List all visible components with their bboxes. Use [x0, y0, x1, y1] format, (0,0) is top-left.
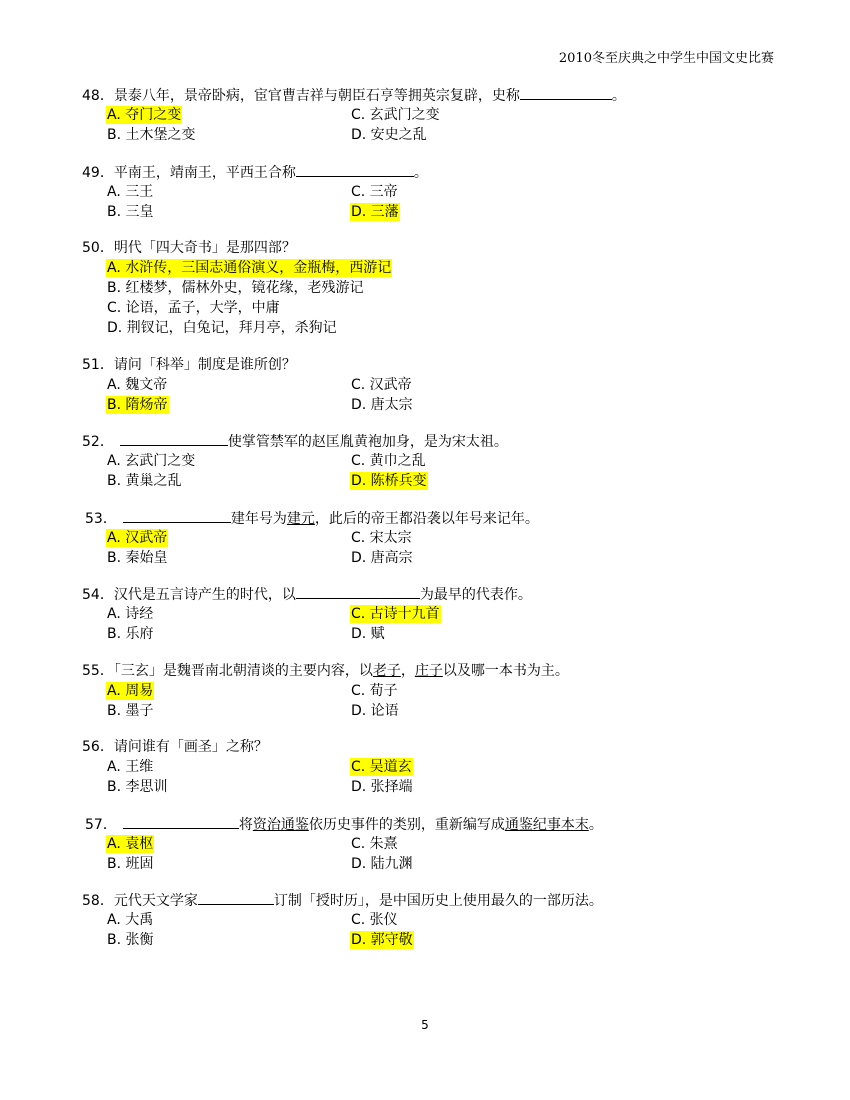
- stem-text: 景泰八年，景帝卧病，宦官曹吉祥与朝臣石亨等拥英宗复辟，史称: [113, 88, 520, 104]
- option-c[interactable]: [350, 910, 650, 930]
- option-label: A. 王维: [107, 759, 154, 775]
- stem-text: 「三玄」是魏晋南北朝清谈的主要内容，以: [113, 662, 373, 679]
- option-label: C. 玄武门之变: [351, 107, 440, 123]
- option-label: B. 黄巢之乱: [107, 473, 182, 489]
- option-d[interactable]: [350, 624, 650, 644]
- stem-text: 请问「科举」制度是谁所创？: [113, 356, 296, 373]
- option-label: C. 荀子: [351, 682, 398, 699]
- option-label: D. 郭守敬: [351, 932, 413, 948]
- option-d[interactable]: [350, 548, 650, 568]
- stem-text: 以及哪一本书为主。: [442, 662, 569, 679]
- option-label: B. 隋炀帝: [107, 396, 168, 413]
- option-label: D. 唐太宗: [351, 396, 413, 413]
- option-d[interactable]: [350, 777, 650, 797]
- question-56: [82, 737, 782, 797]
- question-49: [82, 162, 782, 222]
- question-48: [82, 85, 782, 145]
- answer-blank: [198, 890, 274, 905]
- option-c[interactable]: [106, 298, 782, 318]
- option-label: D. 荆钗记，白兔记，拜月亭，杀狗记: [107, 320, 337, 336]
- option-c[interactable]: [350, 105, 650, 125]
- options: [82, 910, 782, 950]
- question-number: 50．: [82, 240, 114, 256]
- stem-text: 。: [588, 816, 603, 833]
- option-d[interactable]: [350, 701, 650, 721]
- option-c[interactable]: [350, 681, 650, 701]
- options: [82, 604, 782, 644]
- question-number: 56．: [82, 739, 114, 755]
- underlined-term: 建元: [286, 510, 315, 527]
- option-b[interactable]: [106, 624, 350, 644]
- answer-blank: [296, 584, 420, 599]
- option-d[interactable]: [350, 854, 650, 874]
- option-label: D. 安史之乱: [351, 127, 427, 143]
- question-stem: [82, 162, 782, 182]
- option-a[interactable]: [106, 910, 350, 930]
- option-label: A. 玄武门之变: [107, 453, 196, 469]
- stem-text: 依历史事件的类别，重新编写成: [308, 816, 505, 833]
- option-a[interactable]: [106, 451, 350, 471]
- question-number: 55．: [82, 662, 114, 679]
- option-label: C. 汉武帝: [351, 376, 412, 393]
- stem-text: 明代「四大奇书」是那四部？: [113, 240, 296, 256]
- question-stem: [82, 661, 782, 681]
- option-b[interactable]: [106, 471, 350, 491]
- stem-text: ，: [400, 662, 415, 679]
- question-stem: [82, 85, 782, 105]
- question-stem: [82, 737, 782, 757]
- question-52: [82, 431, 782, 491]
- question-stem: [82, 238, 782, 258]
- option-label: A. 水浒传，三国志通俗演义，金瓶梅，西游记: [107, 260, 392, 276]
- option-a[interactable]: [106, 375, 350, 395]
- option-c[interactable]: [350, 834, 650, 854]
- question-number: 54．: [82, 587, 114, 603]
- option-b[interactable]: [106, 548, 350, 568]
- options: [82, 528, 782, 568]
- option-c[interactable]: [350, 757, 650, 777]
- option-a[interactable]: [106, 528, 350, 548]
- question-stem: [82, 584, 782, 604]
- underlined-term: 庄子: [414, 662, 443, 679]
- option-c[interactable]: [350, 604, 650, 624]
- question-number: 48．: [82, 88, 114, 104]
- question-number: 52．: [82, 434, 114, 450]
- option-label: B. 墨子: [107, 702, 154, 719]
- option-b[interactable]: [106, 395, 350, 415]
- document-header: 2010冬至庆典之中学生中国文史比赛: [558, 51, 774, 66]
- option-d[interactable]: [350, 395, 650, 415]
- option-d[interactable]: [350, 930, 650, 950]
- options: [82, 757, 782, 797]
- option-label: D. 赋: [351, 626, 385, 642]
- underlined-term: 资治通鉴: [252, 816, 309, 833]
- option-label: B. 乐府: [107, 626, 154, 642]
- option-label: C. 吴道玄: [351, 759, 412, 775]
- stem-text: 平南王，靖南王，平西王合称: [113, 164, 296, 181]
- option-label: B. 班固: [107, 855, 154, 872]
- question-number: 58．: [82, 893, 114, 909]
- stem-text: 建年号为: [230, 510, 287, 527]
- option-label: A. 汉武帝: [107, 529, 168, 546]
- option-label: A. 袁枢: [107, 835, 154, 852]
- question-57: [82, 814, 782, 874]
- option-b[interactable]: [106, 202, 350, 222]
- option-label: D. 唐高宗: [351, 549, 413, 566]
- option-a[interactable]: [106, 834, 350, 854]
- page-number: 5: [421, 1018, 429, 1032]
- option-label: D. 张择端: [351, 779, 413, 795]
- question-54: [82, 584, 782, 644]
- stem-text: 请问谁有「画圣」之称？: [113, 739, 268, 755]
- options: [82, 105, 782, 145]
- options: [82, 681, 782, 721]
- option-c[interactable]: [350, 528, 650, 548]
- option-d[interactable]: [350, 125, 650, 145]
- option-c[interactable]: [350, 375, 650, 395]
- question-51: [82, 355, 782, 415]
- question-number: 51．: [82, 356, 114, 373]
- answer-blank: [296, 162, 414, 177]
- question-number: 57．: [85, 816, 117, 833]
- answer-blank: [123, 508, 231, 523]
- option-label: C. 古诗十九首: [351, 606, 440, 622]
- question-50: [82, 238, 782, 338]
- option-a[interactable]: [106, 757, 350, 777]
- option-a[interactable]: [106, 258, 782, 278]
- stem-text: 为最早的代表作。: [419, 587, 532, 603]
- options: [82, 258, 782, 338]
- option-a[interactable]: [106, 681, 350, 701]
- answer-blank: [520, 85, 612, 100]
- option-label: D. 陈桥兵变: [351, 473, 427, 489]
- option-label: B. 张衡: [107, 932, 154, 948]
- option-label: B. 李思训: [107, 779, 168, 795]
- option-b[interactable]: [106, 854, 350, 874]
- option-d[interactable]: [106, 318, 782, 338]
- question-stem: [82, 508, 782, 528]
- option-label: B. 三皇: [107, 203, 154, 220]
- stem-text: 。: [611, 88, 626, 104]
- options: [82, 834, 782, 874]
- option-label: D. 论语: [351, 702, 399, 719]
- options: [82, 375, 782, 415]
- option-d[interactable]: [350, 202, 650, 222]
- option-label: D. 三藩: [351, 203, 399, 220]
- stem-text: ，此后的帝王都沿袭以年号来记年。: [314, 510, 539, 527]
- stem-text: 元代天文学家: [113, 893, 198, 909]
- option-label: A. 周易: [107, 682, 154, 699]
- option-label: C. 三帝: [351, 183, 398, 200]
- option-label: B. 土木堡之变: [107, 127, 196, 143]
- stem-text: 。: [413, 164, 428, 181]
- option-b[interactable]: [106, 125, 350, 145]
- question-stem: [82, 890, 782, 910]
- option-c[interactable]: [350, 182, 650, 202]
- question-stem: [82, 814, 782, 834]
- option-b[interactable]: [106, 701, 350, 721]
- option-label: A. 魏文帝: [107, 376, 168, 393]
- option-d[interactable]: [350, 471, 650, 491]
- options: [82, 451, 782, 491]
- option-b[interactable]: [106, 777, 350, 797]
- options: [82, 182, 782, 222]
- underlined-term: 通鉴纪事本末: [504, 816, 589, 833]
- quiz-content: [82, 85, 782, 967]
- stem-text: 汉代是五言诗产生的时代，以: [113, 587, 296, 603]
- question-58: [82, 890, 782, 950]
- option-label: C. 黄巾之乱: [351, 453, 426, 469]
- option-a[interactable]: [106, 105, 350, 125]
- option-label: A. 夺门之变: [107, 107, 182, 123]
- option-b[interactable]: [106, 278, 782, 298]
- option-a[interactable]: [106, 182, 350, 202]
- option-label: D. 陆九渊: [351, 855, 413, 872]
- option-label: C. 宋太宗: [351, 529, 412, 546]
- option-label: C. 朱熹: [351, 835, 398, 852]
- option-label: A. 三王: [107, 183, 154, 200]
- stem-text: 将: [238, 816, 253, 833]
- question-number: 49．: [82, 164, 114, 181]
- question-stem: [82, 431, 782, 451]
- option-label: C. 张仪: [351, 912, 398, 928]
- question-53: [82, 508, 782, 568]
- answer-blank: [120, 431, 228, 446]
- stem-text: 使掌管禁军的赵匡胤黄袍加身，是为宋太祖。: [227, 434, 508, 450]
- option-label: A. 大禹: [107, 912, 154, 928]
- answer-blank: [123, 814, 239, 829]
- question-55: [82, 661, 782, 721]
- question-number: 53．: [85, 510, 117, 527]
- option-label: B. 红楼梦，儒林外史，镜花缘，老残游记: [107, 280, 364, 296]
- option-label: A. 诗经: [107, 606, 154, 622]
- stem-text: 订制「授时历」，是中国历史上使用最久的一部历法。: [273, 893, 603, 909]
- option-a[interactable]: [106, 604, 350, 624]
- option-b[interactable]: [106, 930, 350, 950]
- option-label: C. 论语，孟子，大学，中庸: [107, 300, 280, 316]
- option-c[interactable]: [350, 451, 650, 471]
- question-stem: [82, 355, 782, 375]
- option-label: B. 秦始皇: [107, 549, 168, 566]
- underlined-term: 老子: [372, 662, 401, 679]
